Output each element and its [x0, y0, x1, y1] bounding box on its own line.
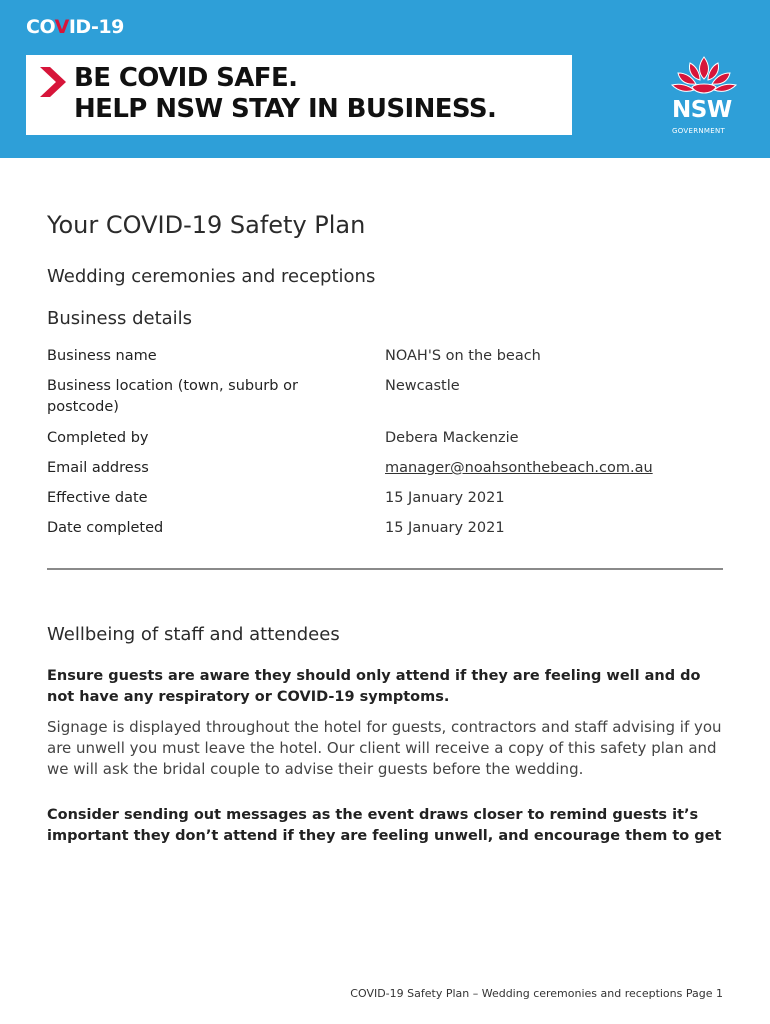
slogan-box — [26, 55, 572, 135]
field-label: Business name — [47, 348, 157, 364]
header-banner — [0, 0, 770, 158]
field-label: Completed by — [47, 430, 149, 446]
field-value: NOAH'S on the beach — [385, 348, 541, 364]
email-link[interactable]: manager@noahsonthebeach.com.au — [385, 460, 653, 476]
nsw-wordmark: NSW — [672, 97, 732, 123]
field-value: 15 January 2021 — [385, 490, 505, 506]
section-divider — [47, 568, 723, 570]
page-subtitle: Wedding ceremonies and receptions — [47, 266, 376, 287]
wellbeing-question-2: Consider sending out messages as the event draws closer to remind guests it’s important they don’t attend if they are feeling unwell, and encourage them to get — [47, 807, 722, 844]
covid19-tag: COVID-19 — [26, 16, 124, 38]
wellbeing-heading: Wellbeing of staff and attendees — [47, 624, 340, 645]
business-details-heading: Business details — [47, 308, 193, 329]
slogan-line-2: HELP NSW STAY IN BUSINESS. — [74, 94, 497, 124]
chevron-right-icon — [40, 67, 66, 97]
field-label: Business location (town, suburb or postcode) — [47, 378, 298, 415]
field-value: Debera Mackenzie — [385, 430, 519, 446]
page-footer: COVID-19 Safety Plan – Wedding ceremonies and receptions Page 1 — [350, 987, 723, 1000]
slogan-line-1: BE COVID SAFE. — [74, 63, 298, 93]
field-value: 15 January 2021 — [385, 520, 505, 536]
wellbeing-answer-1: Signage is displayed throughout the hotel for guests, contractors and staff advising if you are unwell you must leave the hotel. Our client will receive a copy of this safety plan and we will ask the bridal couple to advise their guests before the wedding. — [47, 718, 722, 778]
field-value: Newcastle — [385, 378, 460, 394]
field-label: Date completed — [47, 520, 164, 536]
field-label: Email address — [47, 460, 149, 476]
field-label: Effective date — [47, 490, 148, 506]
government-wordmark: GOVERNMENT — [672, 127, 726, 135]
page-title: Your COVID-19 Safety Plan — [47, 211, 366, 239]
wellbeing-question-1: Ensure guests are aware they should only attend if they are feeling well and do not have any respiratory or COVID-19 symptoms. — [47, 668, 701, 705]
